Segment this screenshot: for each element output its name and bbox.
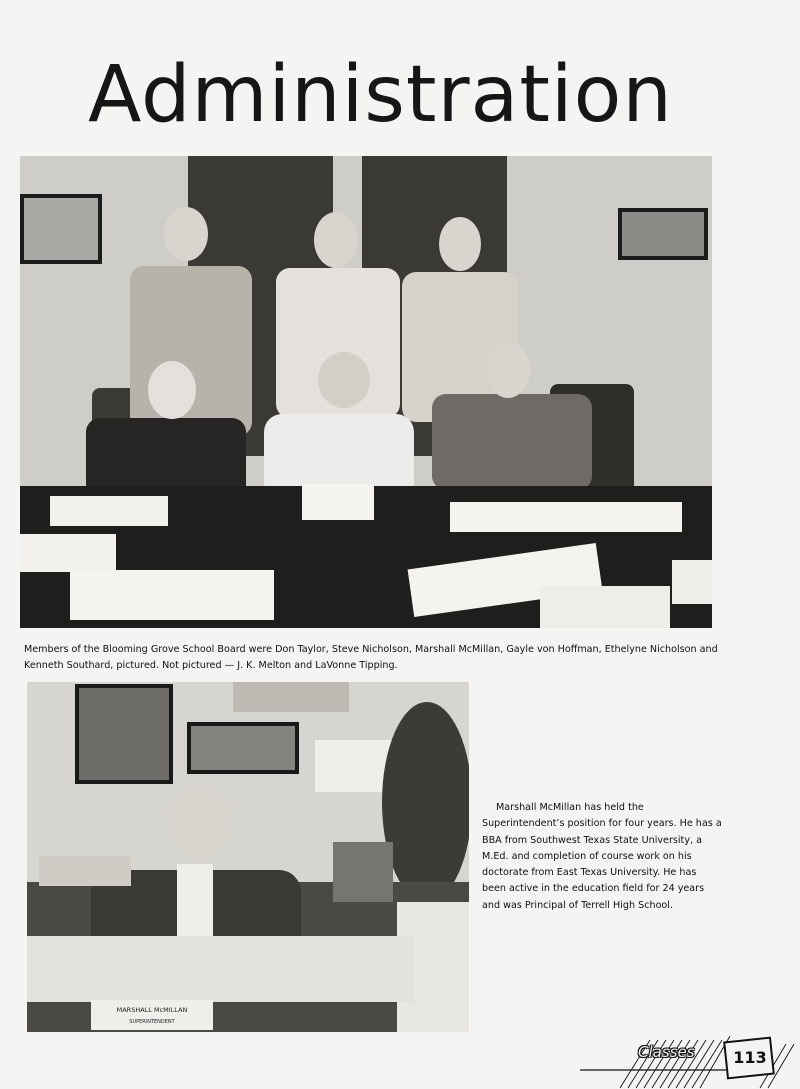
school-board-photo: [20, 156, 712, 628]
page-title: Administration: [88, 50, 673, 140]
section-label: Classes: [638, 1043, 695, 1061]
school-board-photo-drawing: [20, 156, 712, 628]
board-photo-caption: Members of the Blooming Grove School Board were Don Taylor, Steve Nicholson, Marshall McMillan, Gayle von Hoffman, Ethelyne Nicholson and Kenneth Southard, pictured. Not pictured — J. K. Melton and LaVonne Tipping.: [24, 644, 718, 671]
nameplate-title: SUPERINTENDENT: [129, 1019, 175, 1025]
superintendent-photo: [27, 682, 469, 1032]
superintendent-photo-drawing: [27, 682, 469, 1032]
superintendent-bio: Marshall McMillan has held the Superintendent’s position for four years. He has a BBA from Southwest Texas State University, a M.Ed. and completion of course work on his doctorate from East Texas University. He has been active in the education field for 24 years and was Principal of Terrell High School.: [482, 802, 722, 911]
page-number: 113: [733, 1048, 767, 1067]
nameplate-name: MARSHALL McMILLAN: [116, 1006, 188, 1014]
